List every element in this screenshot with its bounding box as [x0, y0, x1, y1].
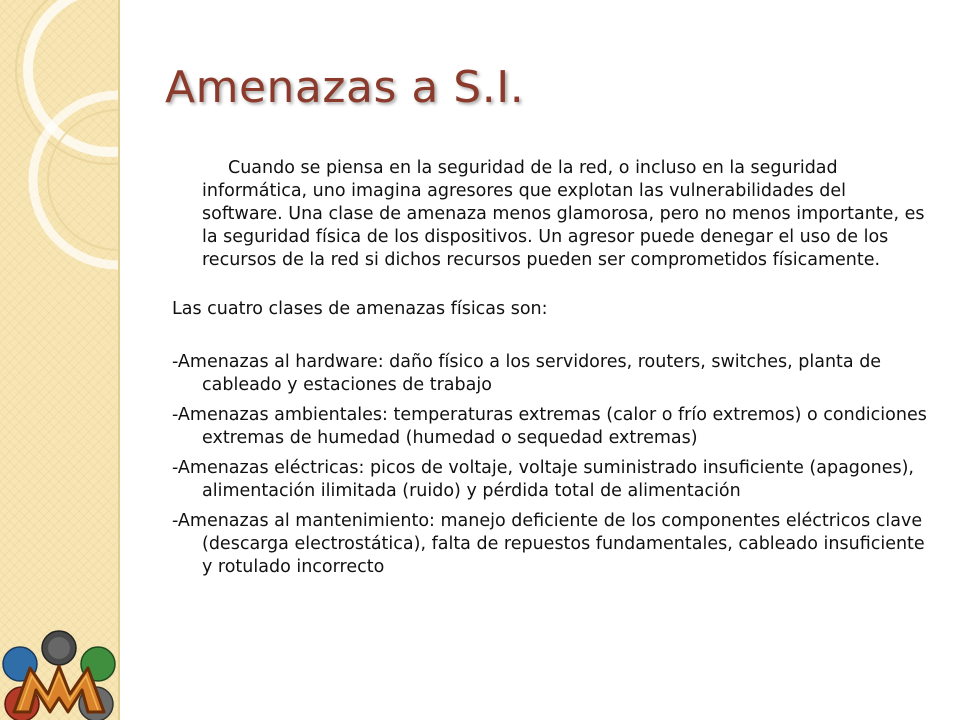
list-item: -Amenazas ambientales: temperaturas extremas (calor o frío extremos) o condiciones extremas de humedad (humedad o sequedad extremas) [172, 405, 927, 448]
intro-paragraph [172, 157, 932, 272]
list-item: -Amenazas al hardware: daño físico a los servidores, routers, switches, planta de cableado y estaciones de trabajo [172, 352, 882, 395]
slide-body [172, 157, 932, 586]
threat-list [172, 351, 932, 579]
list-heading: Las cuatro clases de amenazas físicas son: [172, 299, 548, 319]
decorative-sidebar [0, 0, 120, 720]
list-item: -Amenazas al mantenimiento: manejo deficiente de los componentes eléctricos clave (descarga electrostática), falta de repuestos fundamentales, cableado insuficiente y rotulado incorrecto [172, 511, 925, 577]
list-item: -Amenazas eléctricas: picos de voltaje, voltaje suministrado insuficiente (apagones), alimentación ilimitada (ruido) y pérdida total de alimentación [172, 458, 914, 501]
decorative-rings [0, 0, 118, 280]
mtg-m-logo-icon [0, 628, 118, 720]
intro-text: Cuando se piensa en la seguridad de la red, o incluso en la seguridad informática, uno imagina agresores que explotan las vulnerabilidades del software. Una clase de amenaza menos glamorosa, pero no menos importante, es la seguridad física de los dispositivos. Un agresor puede denegar el uso de los recursos de la red si dichos recursos pueden ser comprometidos físicamente. [202, 158, 925, 270]
page-title: Amenazas a S.I. [165, 62, 525, 113]
